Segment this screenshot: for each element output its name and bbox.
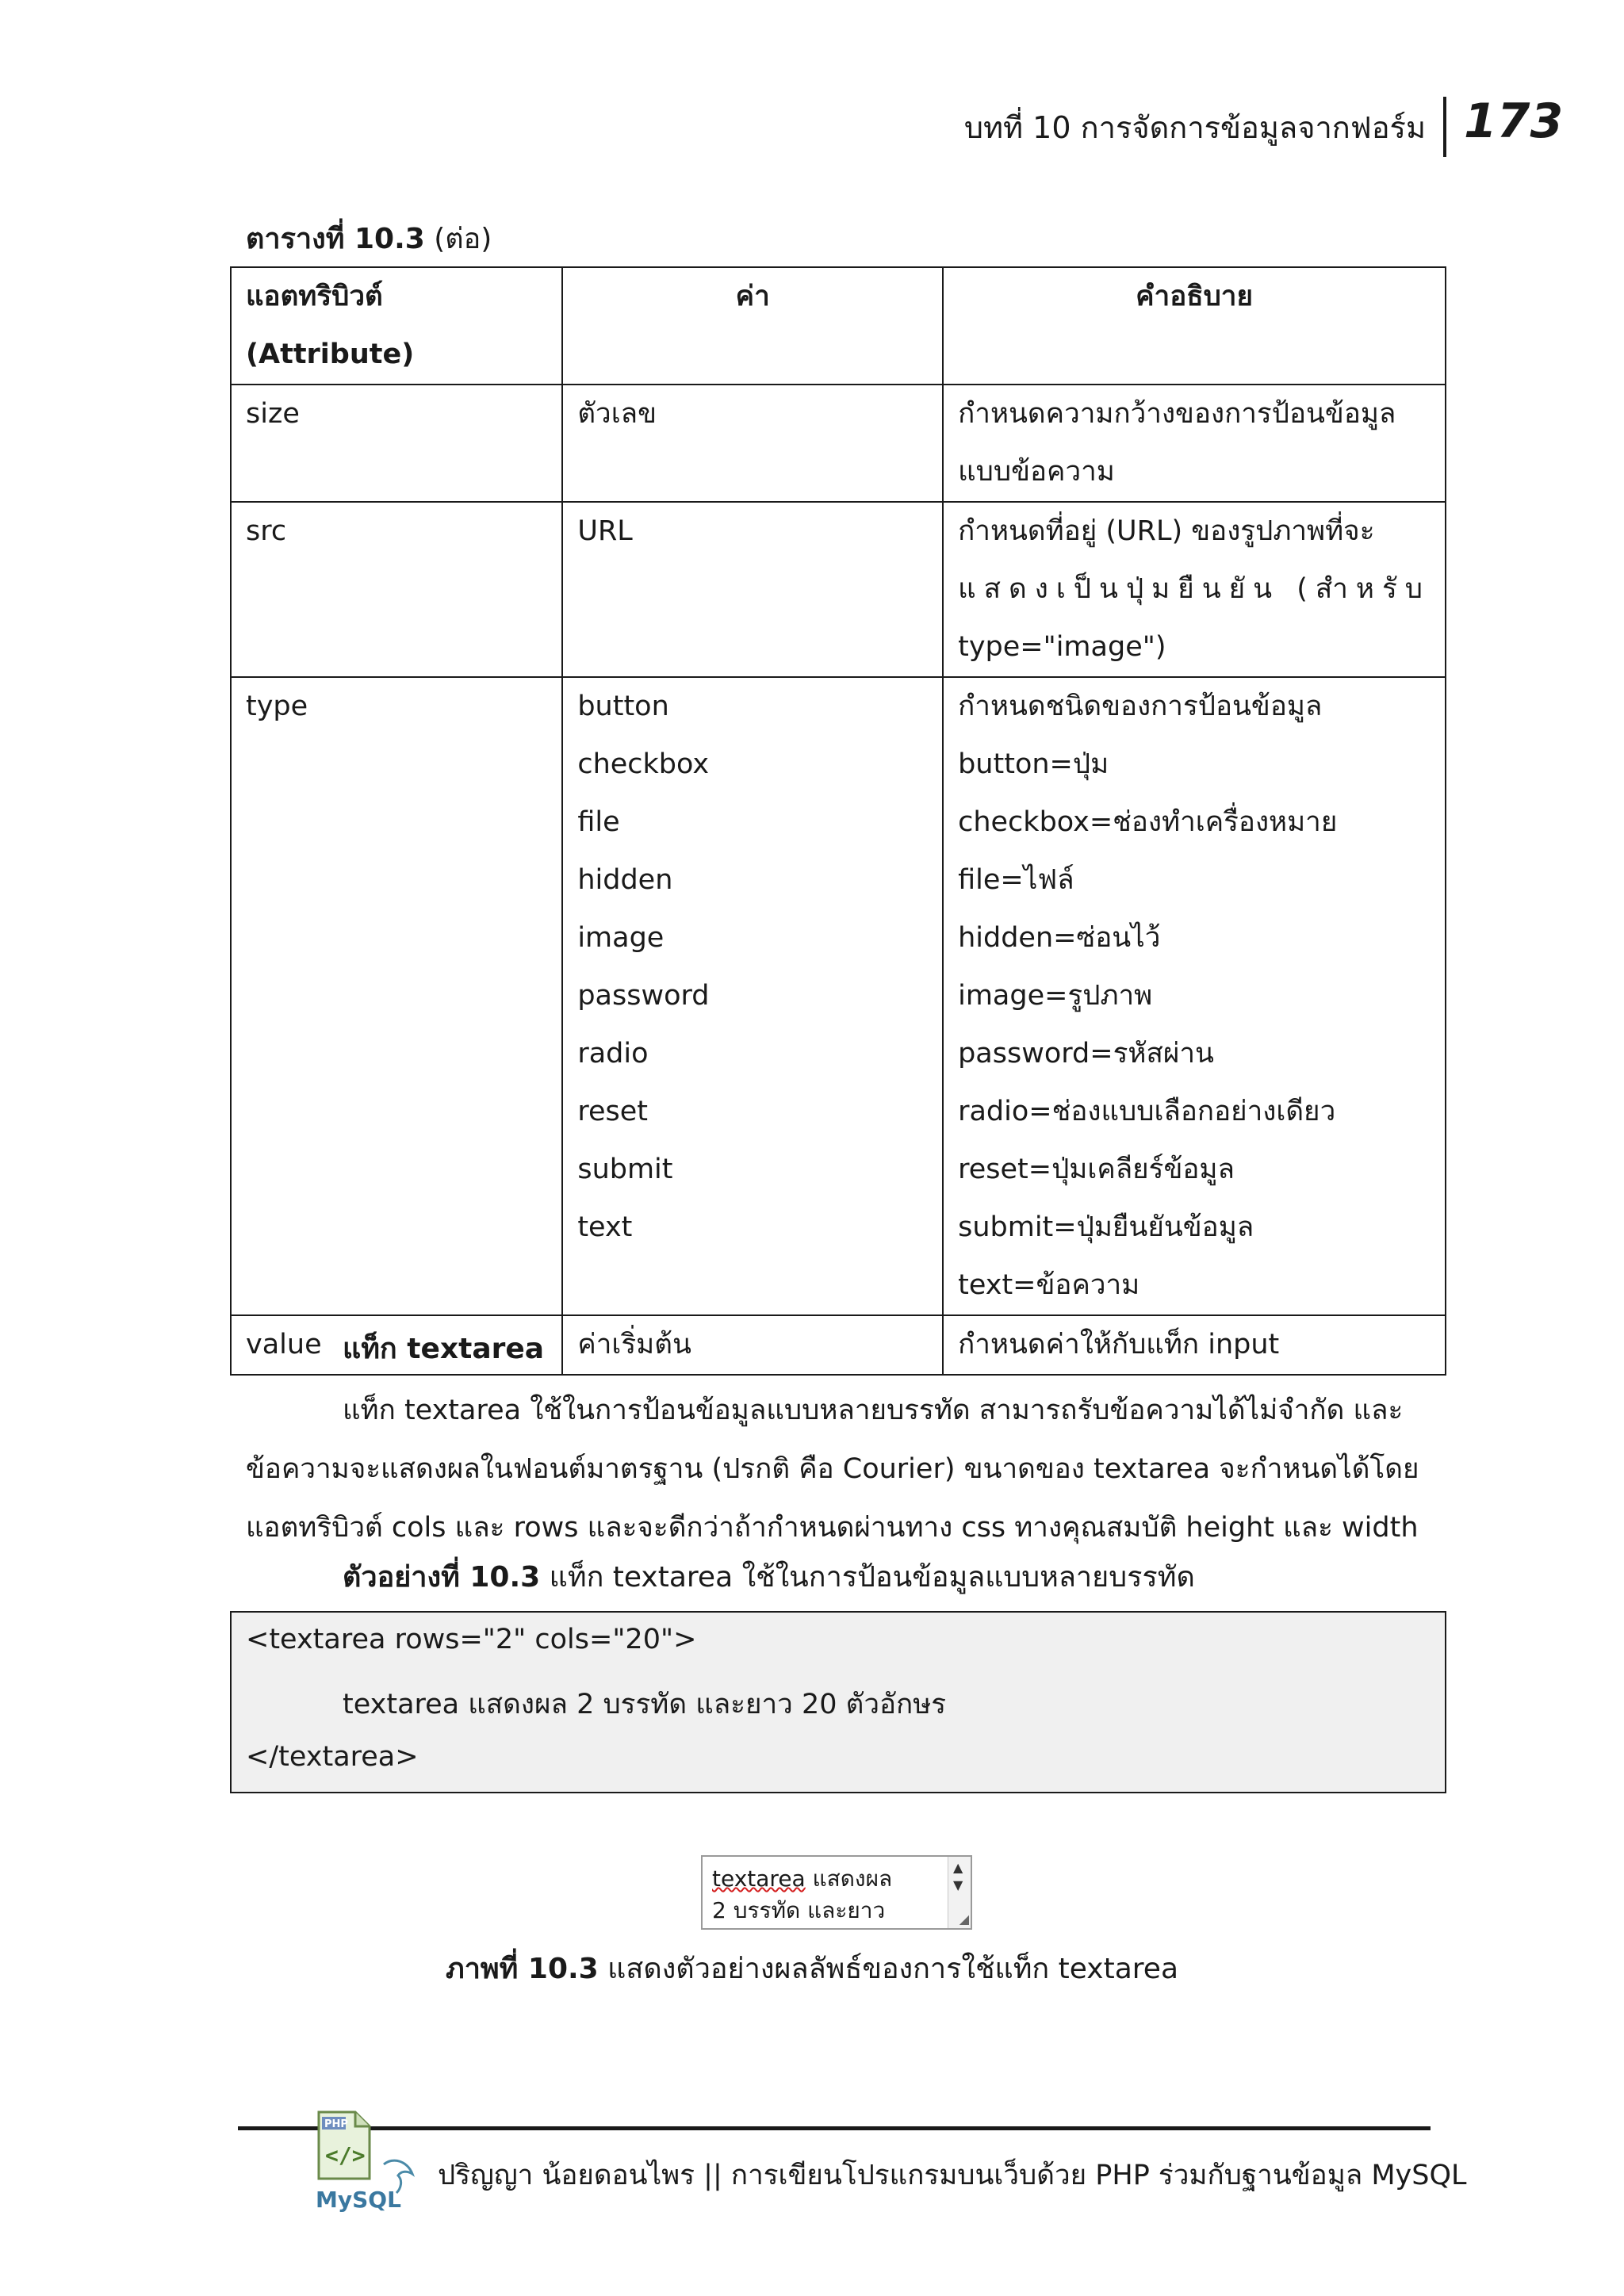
value-item: ตัวเลข — [577, 398, 657, 430]
description-cell — [943, 502, 1446, 677]
textarea-line-1 — [712, 1862, 892, 1896]
value-item: ค่าเริ่มต้น — [577, 1329, 691, 1360]
attribute-cell: type — [231, 677, 562, 1315]
value-item: radio — [577, 1038, 649, 1070]
paragraph-line: ข้อความจะแสดงผลในฟอนต์มาตรฐาน (ปรกติ คือ Courier) ขนาดของ textarea จะกำหนดได้โดย — [246, 1453, 1419, 1485]
textarea-line-2: 2 บรรทัด และยาว — [712, 1897, 886, 1923]
table-row — [231, 502, 1446, 677]
value-item: checkbox — [577, 748, 710, 780]
figure-caption-text: แสดงตัวอย่างผลลัพธ์ของการใช้แท็ก textarea — [598, 1953, 1179, 1985]
code-line: textarea แสดงผล 2 บรรทัด และยาว 20 ตัวอักษร — [343, 1689, 947, 1720]
table-caption-label: ตารางที่ 10.3 — [246, 223, 425, 255]
attribute-cell: size — [231, 385, 562, 502]
chapter-title: บทที่ 10 การจัดการข้อมูลจากฟอร์ม — [963, 110, 1426, 145]
description-line: file=ไฟล์ — [958, 864, 1074, 896]
figure-caption — [0, 1946, 1624, 1991]
example-caption — [343, 1554, 1195, 1599]
attribute-cell: src — [231, 502, 562, 677]
description-line: hidden=ซ่อนไว้ — [958, 922, 1161, 954]
value-item: image — [577, 922, 665, 954]
description-line: reset=ปุ่มเคลียร์ข้อมูล — [958, 1154, 1235, 1185]
footer-text: ปริญญา น้อยดอนไพร || การเขียนโปรแกรมบนเว็บด้วย PHP ร่วมกับฐานข้อมูล MySQL — [438, 2160, 1467, 2191]
paragraph-line: แอตทริบิวต์ cols และ rows และจะดีกว่าถ้ากำหนดผ่านทาง css ทางคุณสมบัติ height และ width — [246, 1512, 1419, 1544]
value-item: file — [577, 806, 620, 838]
textarea-spellcheck-word: textarea — [712, 1866, 806, 1892]
figure-caption-label: ภาพที่ 10.3 — [445, 1953, 599, 1985]
page-number: 173 — [1464, 94, 1564, 149]
table-caption — [246, 216, 492, 261]
attribute-table — [230, 266, 1446, 1376]
code-example-box — [230, 1611, 1446, 1793]
header-divider — [1443, 97, 1446, 157]
description-line: checkbox=ช่องทำเครื่องหมาย — [958, 806, 1338, 838]
description-line: กำหนดค่าให้กับแท็ก input — [958, 1329, 1280, 1360]
description-line: แบบข้อความ — [958, 456, 1115, 488]
value-cell — [562, 1315, 943, 1375]
textarea-line-1-rest: แสดงผล — [805, 1866, 893, 1892]
value-item: reset — [577, 1096, 648, 1127]
description-line: password=รหัสผ่าน — [958, 1038, 1214, 1070]
description-cell — [943, 677, 1446, 1315]
textarea-demo[interactable] — [701, 1855, 972, 1930]
description-line: image=รูปภาพ — [958, 980, 1153, 1012]
value-item: password — [577, 980, 710, 1012]
description-line: แสดงเป็นปุ่มยืนยัน (สำหรับ — [958, 573, 1431, 605]
table-caption-suffix: (ต่อ) — [424, 223, 492, 255]
description-line: กำหนดความกว้างของการป้อนข้อมูล — [958, 398, 1396, 430]
table-row — [231, 677, 1446, 1315]
table-row — [231, 385, 1446, 502]
header-value: ค่า — [562, 267, 943, 385]
description-line: button=ปุ่ม — [958, 748, 1109, 780]
value-cell — [562, 385, 943, 502]
resize-grip-icon[interactable]: ◢ — [959, 1911, 969, 1927]
value-cell — [562, 677, 943, 1315]
table-header-row — [231, 267, 1446, 385]
page-header — [0, 94, 1564, 157]
section-paragraph — [246, 1381, 1431, 1557]
value-item: URL — [577, 515, 633, 547]
value-item: submit — [577, 1154, 673, 1185]
header-attribute: แอตทริบิวต์ (Attribute) — [231, 267, 562, 385]
description-cell — [943, 385, 1446, 502]
paragraph-line: แท็ก textarea ใช้ในการป้อนข้อมูลแบบหลายบรรทัด สามารถรับข้อความได้ไม่จำกัด และ — [343, 1395, 1404, 1426]
value-item: button — [577, 691, 669, 722]
description-line: กำหนดชนิดของการป้อนข้อมูล — [958, 691, 1323, 722]
description-line: text=ข้อความ — [958, 1269, 1140, 1301]
header-description: คำอธิบาย — [943, 267, 1446, 385]
scroll-down-icon[interactable]: ▼ — [953, 1877, 963, 1892]
description-cell — [943, 1315, 1446, 1375]
code-line: <textarea rows="2" cols="20"> — [246, 1624, 697, 1655]
logo-mysql-text: MySQL — [316, 2187, 401, 2212]
php-mysql-logo-icon — [314, 2109, 425, 2212]
description-line: submit=ปุ่มยืนยันข้อมูล — [958, 1211, 1254, 1243]
scroll-up-icon[interactable]: ▲ — [953, 1860, 963, 1875]
value-item: text — [577, 1211, 633, 1243]
value-item: hidden — [577, 864, 673, 896]
description-line: radio=ช่องแบบเลือกอย่างเดียว — [958, 1096, 1336, 1127]
section-heading: แท็ก textarea — [343, 1333, 545, 1365]
example-caption-label: ตัวอย่างที่ 10.3 — [343, 1561, 541, 1594]
example-caption-text: แท็ก textarea ใช้ในการป้อนข้อมูลแบบหลายบรรทัด — [540, 1561, 1195, 1594]
description-line: กำหนดที่อยู่ (URL) ของรูปภาพที่จะ — [958, 515, 1375, 547]
logo-php-text: PHP — [324, 2118, 348, 2130]
value-cell — [562, 502, 943, 677]
code-line: </textarea> — [246, 1741, 419, 1773]
attribute-cell: value — [231, 1315, 562, 1375]
logo-code-text: </> — [325, 2142, 366, 2168]
description-line: type="image") — [958, 631, 1166, 663]
